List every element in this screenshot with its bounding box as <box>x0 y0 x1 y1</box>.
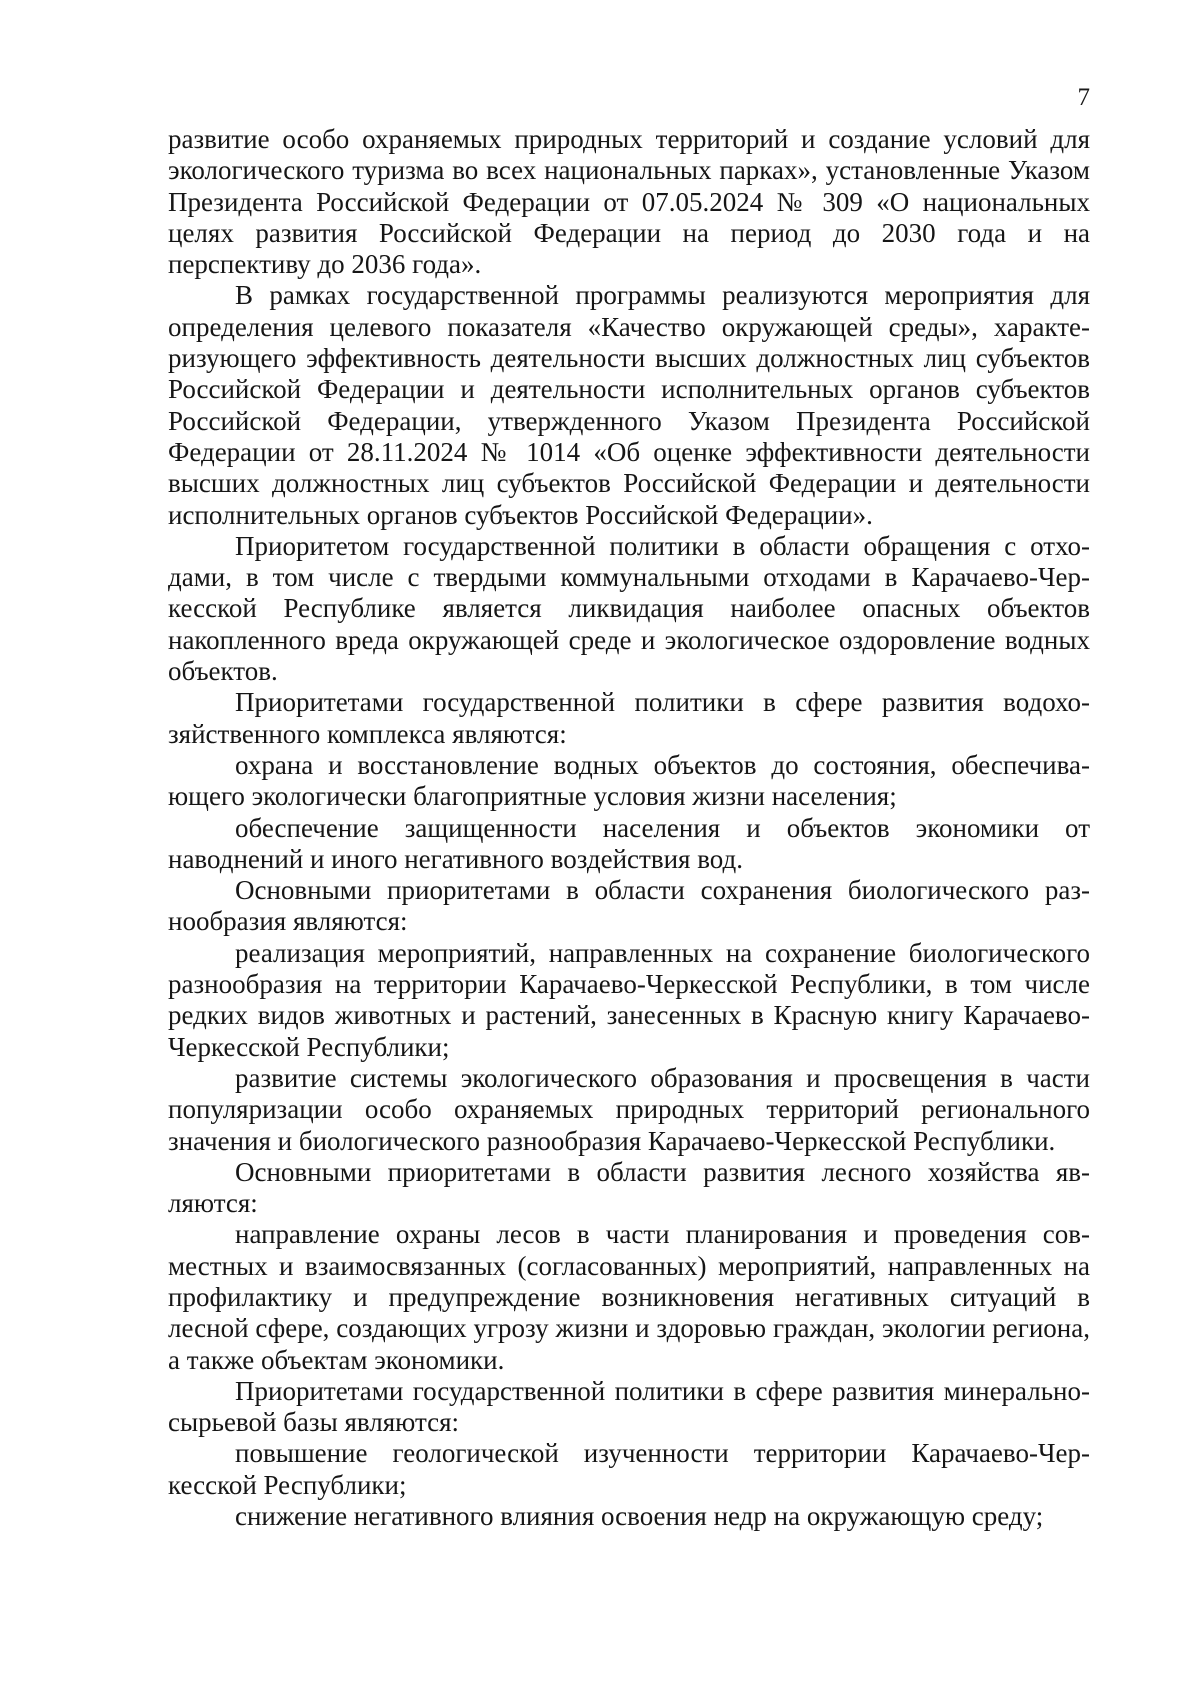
paragraph: снижение негативного влияния освоения недр на окружающую среду; <box>235 1501 1044 1532</box>
document-body <box>168 124 1090 1532</box>
paragraph: обеспечение защищенности населения и объектов экономики от наводнений и иного негативного воздействия вод. <box>168 812 1090 874</box>
paragraph: Приоритетами государственной политики в сфере развития водохозяйственного комплекса являются: <box>168 687 1090 749</box>
paragraph: развитие особо охраняемых природных территорий и создание условий для экологического туризма во всех национальных парках», установленные Указом Президента Российской Федерации от 07.05.2024 № 309 «О национальных целях развития Российской Федерации на период до 2030 года и на перспективу до 2036 года». <box>168 124 1090 280</box>
paragraph: реализация мероприятий, направленных на сохранение биологического разнообразия на территории Карачаево-Черкесской Республики, в том числе редких видов животных и растений, занесенных в Красную книгу Карачаево-Черкесской Республики; <box>168 937 1090 1062</box>
paragraph: направление охраны лесов в части планирования и проведения совместных и взаимосвязанных (согласованных) мероприятий, направленных на профилактику и предупреждение возникновения негативных ситуаций в лесной сфере, создающих угрозу жизни и здоровью граждан, экологии региона, а также объектам экономики. <box>168 1219 1090 1375</box>
paragraph: В рамках государственной программы реализуются мероприятия для определения целевого показателя «Качество окружающей среды», характеризующего эффективность деятельности высших должностных лиц субъектов Российской Федерации и деятельности исполнительных органов субъектов Российской Федерации, утвержденного Указом Президента Российской Федерации от 28.11.2024 № 1014 «Об оценке эффективности деятельности высших должностных лиц субъектов Российской Федерации и деятельности исполнительных органов субъектов Российской Федерации». <box>168 280 1090 530</box>
paragraph: Основными приоритетами в области развития лесного хозяйства являются: <box>168 1156 1090 1219</box>
paragraph: Приоритетом государственной политики в области обращения с отходами, в том числе с твердыми коммунальными отходами в Карачаево-Черкесской Республике является ликвидация наиболее опасных объектов накопленного вреда окружающей среде и экологическое оздоровление водных объектов. <box>168 530 1090 687</box>
page-number: 7 <box>1077 84 1090 111</box>
paragraph: Приоритетами государственной политики в сфере развития минерально-сырьевой базы являются: <box>168 1375 1090 1438</box>
paragraph: охрана и восстановление водных объектов до состояния, обеспечивающего экологически благоприятные условия жизни населения; <box>168 749 1090 812</box>
paragraph: Основными приоритетами в области сохранения биологического разнообразия являются: <box>168 875 1090 937</box>
paragraph: развитие системы экологического образования и просвещения в части популяризации особо охраняемых природных территорий регионального значения и биологического разнообразия Карачаево-Черкесской Республики. <box>168 1062 1090 1156</box>
paragraph: повышение геологической изученности территории Карачаево-Черкесской Республики; <box>168 1438 1090 1500</box>
